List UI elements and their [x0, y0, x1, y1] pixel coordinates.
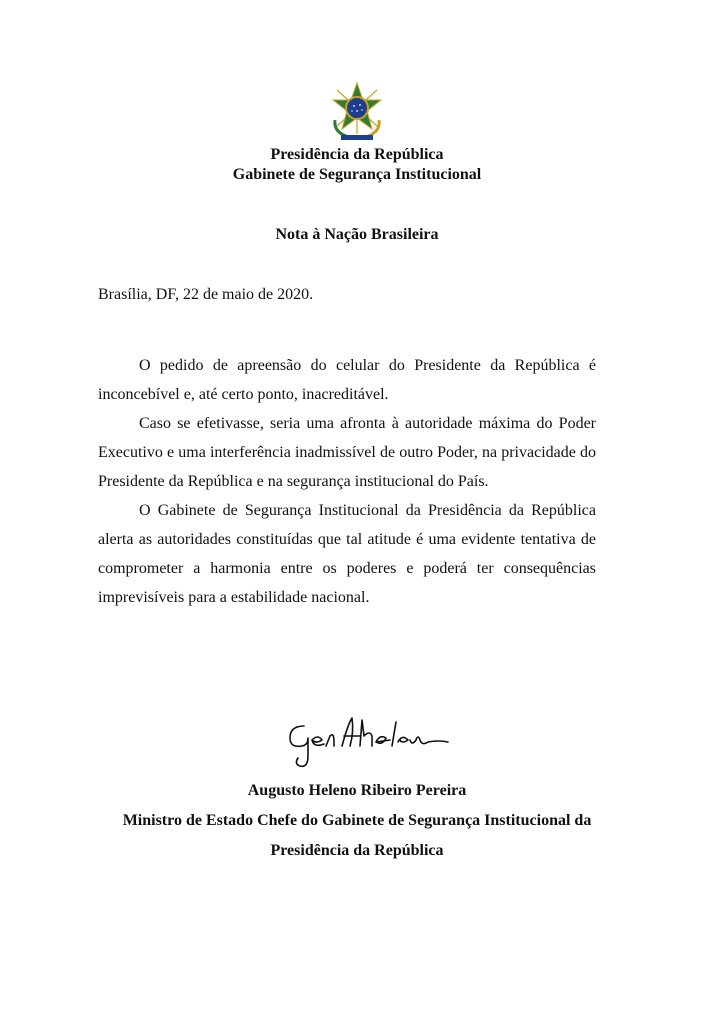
- note-body: [98, 351, 596, 612]
- handwritten-signature: [282, 712, 452, 770]
- paragraph-3: O Gabinete de Segurança Institucional da Presidência da República alerta as autoridades constituídas que tal atitude é uma evidente tentativa de comprometer a harmonia entre os poderes e poderá ter consequências imprevisíveis para a estabilidade nacional.: [98, 502, 596, 606]
- dateline: Brasília, DF, 22 de maio de 2020.: [98, 286, 314, 303]
- paragraph-2: Caso se efetivasse, seria uma afronta à autoridade máxima do Poder Executivo e uma interferência inadmissível de outro Poder, na privacidade do Presidente da República e na segurança institucional do País.: [98, 415, 596, 490]
- header-presidency: Presidência da República: [270, 146, 444, 163]
- signer-name: Augusto Heleno Ribeiro Pereira: [247, 782, 467, 799]
- signer-title-line2: Presidência da República: [270, 842, 444, 859]
- paragraph-1: O pedido de apreensão do celular do Presidente da República é inconcebível e, até certo ponto, inacreditável.: [98, 357, 596, 403]
- signer-title-line1: Ministro de Estado Chefe do Gabinete de Segurança Institucional da: [122, 812, 592, 829]
- header-cabinet: Gabinete de Segurança Institucional: [232, 166, 482, 183]
- note-title: Nota à Nação Brasileira: [275, 226, 439, 243]
- coat-of-arms-icon: [329, 80, 385, 142]
